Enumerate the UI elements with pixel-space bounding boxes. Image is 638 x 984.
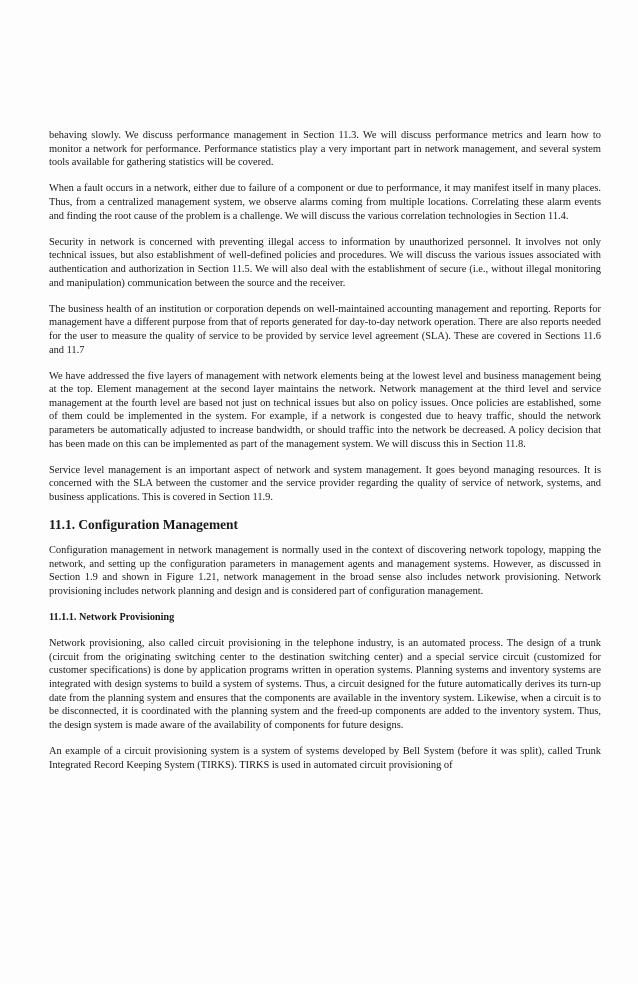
paragraph-provisioning: Network provisioning, also called circuit provisioning in the telephone industry, is an automated process. The design of a trunk (circuit from the originating switching center to the destination switching center) and a special service circuit (customized for customer specifications) is done by application programs written in operation systems. Planning systems and inventory systems are integrated with design systems to build a system of systems. Thus, a circuit designed for the future automatically derives its turn-up date from the planning system and ensures that the components are available in the inventory system. Likewise, when a circuit is to be disconnected, it is coordinated with the planning system and the freed-up components are added to the inventory system. Thus, the design system is made aware of the availability of components for future designs.	[49, 638, 601, 731]
paragraph-tirks: An example of a circuit provisioning system is a system of systems developed by Bell System (before it was split), called Trunk Integrated Record Keeping System (TIRKS). TIRKS is used in automated circuit provisioning of	[49, 745, 601, 771]
subsection-heading: 11.1.1. Network Provisioning	[49, 612, 175, 624]
paragraph-performance: behaving slowly. We discuss performance management in Section 11.3. We will discuss performance metrics and learn how to monitor a network for performance. Performance statistics play a very important part in network management, and several system tools available for gathering statistics will be covered.	[49, 130, 601, 169]
paragraph-accounting: The business health of an institution or corporation depends on well-maintained accounting management and reporting. Reports for management have a different purpose from that of reports generated for day-to-day network operation. There are also reports needed for the user to measure the quality of service to be provided by service level agreement (SLA). These are covered in Sections 11.6 and 11.7	[49, 303, 601, 356]
paragraph-configuration: Configuration management in network management is normally used in the context of discovering network topology, mapping the network, and setting up the configuration parameters in management agents and management systems. However, as discussed in Section 1.9 and shown in Figure 1.21, network management in the broad sense also includes network provisioning. Network provisioning includes network planning and design and is considered part of configuration management.	[49, 545, 601, 597]
paragraph-service-level: Service level management is an important aspect of network and system management. It goes beyond managing resources. It is concerned with the SLA between the customer and the service provider regarding the quality of service of network, systems, and business applications. This is covered in Section 11.9.	[49, 464, 601, 504]
paragraph-policy: We have addressed the five layers of management with network elements being at the lowest level and business management being at the top. Element management at the second layer maintains the network. Network management at the third level and service management at the fourth level are based not just on technical issues but also on policy issues. Once policies are established, some of them could be implemented in the system. For example, if a network is congested due to heavy traffic, should the network parameters be automatically adjusted to increase bandwidth, or should traffic into the network be decreased. A policy decision that has been made on this can be implemented as part of the management system. We will discuss this in Section 11.8.	[49, 370, 601, 450]
section-heading: 11.1. Configuration Management	[49, 517, 238, 533]
page-body	[49, 129, 601, 772]
paragraph-security: Security in network is concerned with preventing illegal access to information by unauthorized personnel. It involves not only technical issues, but also establishment of well-defined policies and procedures. We will discuss the various issues associated with authentication and authorization in Section 11.5. We will also deal with the establishment of secure (i.e., without illegal monitoring and manipulation) communication between the source and the receiver.	[49, 236, 601, 289]
paragraph-fault: When a fault occurs in a network, either due to failure of a component or due to performance, it may manifest itself in many places. Thus, from a centralized management system, we observe alarms coming from multiple locations. Correlating these alarm events and finding the root cause of the problem is a challenge. We will discuss the various correlation technologies in Section 11.4.	[49, 183, 601, 222]
